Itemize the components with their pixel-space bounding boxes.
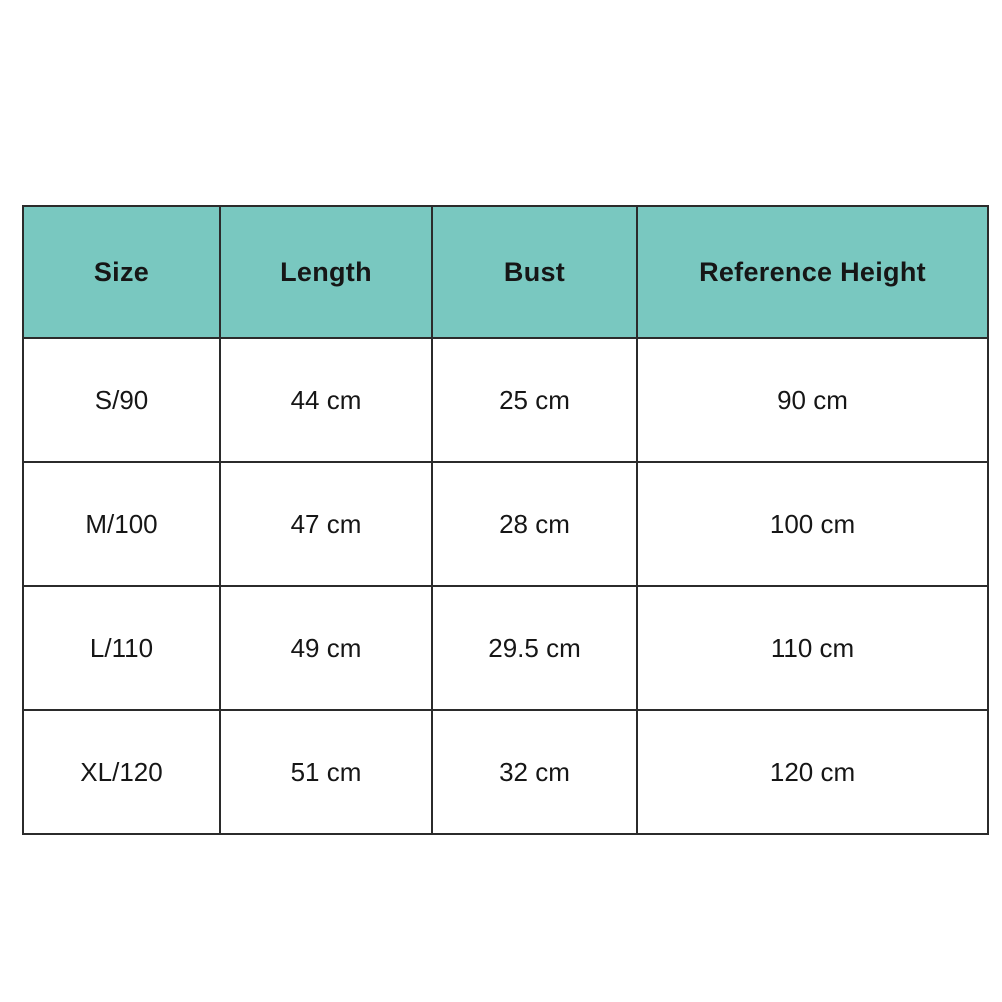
cell-bust: 25 cm <box>432 338 637 462</box>
cell-reference-height: 100 cm <box>637 462 988 586</box>
cell-length: 49 cm <box>220 586 432 710</box>
table-row <box>23 338 988 462</box>
cell-length: 44 cm <box>220 338 432 462</box>
size-table <box>22 205 989 835</box>
cell-size: M/100 <box>23 462 220 586</box>
size-table-head <box>23 206 988 338</box>
column-header-size: Size <box>23 206 220 338</box>
cell-bust: 29.5 cm <box>432 586 637 710</box>
column-header-reference-height: Reference Height <box>637 206 988 338</box>
cell-reference-height: 110 cm <box>637 586 988 710</box>
cell-size: L/110 <box>23 586 220 710</box>
column-header-bust: Bust <box>432 206 637 338</box>
cell-reference-height: 90 cm <box>637 338 988 462</box>
cell-bust: 28 cm <box>432 462 637 586</box>
size-table-body <box>23 338 988 834</box>
table-row <box>23 710 988 834</box>
cell-bust: 32 cm <box>432 710 637 834</box>
cell-reference-height: 120 cm <box>637 710 988 834</box>
cell-length: 47 cm <box>220 462 432 586</box>
cell-size: XL/120 <box>23 710 220 834</box>
cell-size: S/90 <box>23 338 220 462</box>
size-table-container <box>22 205 987 835</box>
cell-length: 51 cm <box>220 710 432 834</box>
column-header-length: Length <box>220 206 432 338</box>
table-row <box>23 586 988 710</box>
table-row <box>23 462 988 586</box>
table-header-row <box>23 206 988 338</box>
